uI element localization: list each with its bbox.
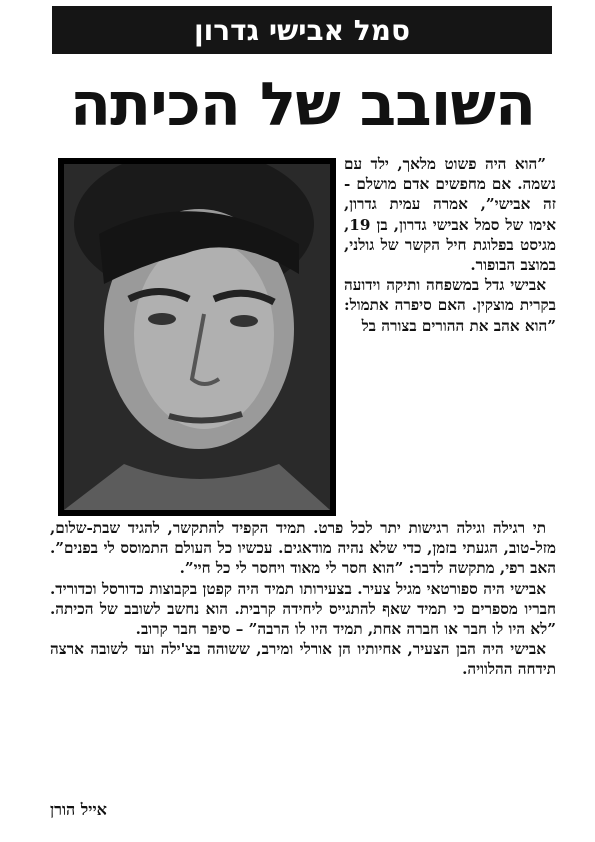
article-paragraph: תי רגילה וגילה רגישות יתר לכל פרט. תמיד הקפיד להתקשר, להגיד שבת-שלום, מזל-טוב, הגעתי בזמן, כדי שלא נהיה מודאגים. עכשיו כל העולם התמוסס לי בפנים”. האב רפי, מתקשה לדבר: ”הוא חסר לי מאוד ויחסר לי כל חיי”. bbox=[50, 519, 556, 578]
article-full-width-text bbox=[50, 518, 556, 680]
article-paragraph: ”הוא היה פשוט מלאך, ילד עם נשמה. אם מחפשים אדם מושלם - זה אבישי”, אמרה עמית גדרון, אימו של סמל אבישי גדרון, בן 19, מגיסט בפלוגת חיל הקשר של גולני, במוצב הבופור. bbox=[344, 155, 556, 275]
article-column-text bbox=[344, 154, 556, 336]
author-byline: אייל הורן bbox=[50, 800, 107, 819]
banner-title: סמל אבישי גדרון bbox=[194, 13, 410, 47]
portrait-image bbox=[64, 164, 330, 510]
portrait-photo bbox=[58, 158, 336, 516]
article-paragraph: אבישי היה ספורטאי מגיל צעיר. בצעירותו תמיד היה קפטן בקבוצות כדורסל וכדוריד. חבריו מספרים כי תמיד שאף להתגייס ליחידה קרבית. הוא נחשב לשובב של הכיתה. ”לא היו לו חבר או חברה אחת, תמיד היו לו הרבה” – סיפר חבר קרוב. bbox=[50, 579, 556, 639]
portrait-illustration bbox=[64, 164, 330, 510]
section-banner bbox=[52, 6, 552, 54]
article-headline: השובב של הכיתה bbox=[69, 70, 536, 140]
article-paragraph: אבישי היה הבן הצעיר, אחיותיו הן אורלי ומירב, ששוהה בצ'ילה ועד לשובה ארצה תידחה ההלוויה. bbox=[50, 640, 556, 679]
article-paragraph: אבישי גדל במשפחה ותיקה וידועה בקרית מוצקין. האם סיפרה אתמול: ”הוא אהב את ההורים בצורה בל bbox=[344, 276, 556, 335]
